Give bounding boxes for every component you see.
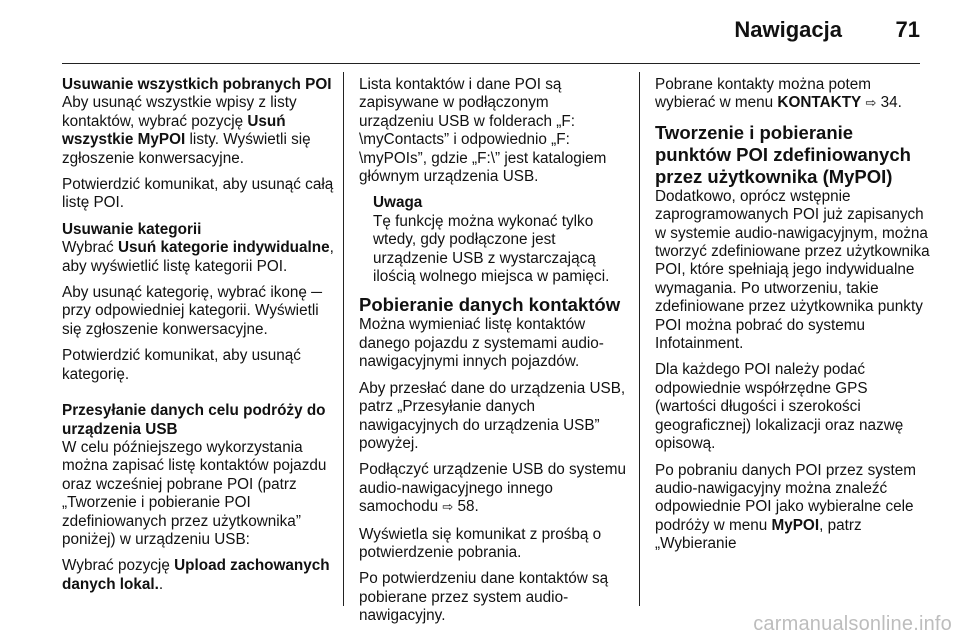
- page-header: [0, 0, 960, 56]
- paragraph: Aby przesłać dane do urządzenia USB, patrz „Przesyłanie danych nawigacyjnych do urządzenia USB” powyżej.: [359, 379, 626, 452]
- text: 34.: [876, 94, 902, 112]
- section-heading-delete-categories: Usuwanie kategorii: [62, 220, 202, 238]
- paragraph: Dodatkowo, oprócz wstępnie zaprogramowanych POI już zapisanych w systemie audio-nawigacyjnym, można tworzyć zdefiniowane przez użytkownika POI, które spełniają jego indywidualne wymagania. Po utworzeniu, takie zdefiniowane przez użytkownika punkty POI można pobrać do systemu Infotainment.: [655, 187, 930, 353]
- page-ref-arrow-icon: ⇨: [865, 96, 877, 112]
- menu-item-ref: MyPOI: [771, 516, 820, 534]
- text: Po pobraniu danych POI przez system audio-nawigacyjny można znaleźć odpowiednie POI jako wybieralne cele podróży w menu: [655, 461, 917, 534]
- text: Podłączyć urządzenie USB do systemu audio-nawigacyjnego innego samochodu: [359, 461, 626, 516]
- section-heading-delete-all-poi: Usuwanie wszystkich pobranych POI: [62, 76, 332, 93]
- column-2: [359, 76, 627, 634]
- page-ref-arrow-icon: ⇨: [442, 500, 454, 516]
- menu-item-ref: Usuń wszystkie MyPOI: [62, 112, 286, 149]
- paragraph: W celu późniejszego wykorzystania można zapisać listę kontaktów pojazdu oraz wcześniej pobrane POI (patrz „Tworzenie i pobieranie POI zdefiniowanych przez użytkownika” poniżej) w urządzeniu USB:: [62, 438, 327, 548]
- paragraph: [62, 239, 334, 276]
- paragraph: [655, 462, 930, 554]
- paragraph: Dla każdego POI należy podać odpowiednie współrzędne GPS (wartości długości i szerokości geograficznej) lokalizacji oraz nazwę opisową.: [655, 361, 904, 453]
- note-heading: Uwaga: [373, 194, 423, 212]
- paragraph: Można wymieniać listę kontaktów danego pojazdu z systemami audio-nawigacyjnymi innych pojazdów.: [359, 316, 604, 371]
- paragraph: [62, 94, 334, 168]
- note-text: Tę funkcję można wykonać tylko wtedy, gdy podłączone jest urządzenie USB z wystarczającą ilością wolnego miejsca w pamięci.: [373, 212, 610, 286]
- page-number: 71: [895, 17, 920, 42]
- text: 58.: [453, 498, 479, 516]
- watermark: carmanualsonline.info: [753, 613, 952, 635]
- text: .: [158, 575, 164, 593]
- paragraph: Aby usunąć kategorię, wybrać ikonę ─ przy odpowiedniej kategorii. Wyświetli się zgłoszenie konwersacyjne.: [62, 284, 322, 338]
- paragraph: [655, 76, 930, 114]
- text: , aby wyświetlić listę kategorii POI.: [62, 239, 334, 275]
- column-1: [62, 76, 334, 602]
- section-heading-create-mypoi: Tworzenie i pobieranie punktów POI zdefiniowanych przez użytkownika (MyPOI): [655, 121, 911, 187]
- spacer: [62, 392, 334, 402]
- paragraph: [359, 461, 627, 517]
- text: Aby usunąć wszystkie wpisy z listy kontaktów, wybrać pozycję: [62, 94, 297, 130]
- paragraph: Lista kontaktów i dane POI są zapisywane w podłączonym urządzeniu USB w folderach „F: \myContacts” i odpowiednio „F: \myPOIs”, gdzie „F:\” jest katalogiem głównym urządzenia USB.: [359, 76, 607, 186]
- text: , patrz „Wybieranie: [655, 516, 862, 553]
- header-divider: [62, 63, 920, 64]
- text: Wybrać pozycję: [62, 557, 175, 575]
- text: listy. Wyświetli się zgłoszenie konwersacyjne.: [62, 131, 311, 167]
- menu-item-ref: Usuń kategorie indywidualne: [117, 239, 330, 257]
- paragraph: Potwierdzić komunikat, aby usunąć całą listę POI.: [62, 176, 334, 212]
- menu-item-ref: Upload zachowanych danych lokal.: [62, 557, 330, 593]
- column-divider-2: [639, 72, 640, 606]
- menu-item-ref: KONTAKTY: [777, 94, 862, 112]
- column-3: [655, 76, 930, 562]
- section-heading-upload-usb: Przesyłanie danych celu podróży do urządzenia USB: [62, 402, 326, 438]
- text: Wybrać: [62, 239, 118, 257]
- paragraph: Potwierdzić komunikat, aby usunąć kategorię.: [62, 347, 301, 383]
- paragraph: Wyświetla się komunikat z prośbą o potwierdzenie pobrania.: [359, 525, 602, 561]
- note-box: [359, 194, 627, 286]
- column-divider-1: [343, 72, 344, 606]
- paragraph: [62, 557, 334, 594]
- section-heading-download-contacts: Pobieranie danych kontaktów: [359, 294, 621, 316]
- paragraph: Po potwierdzeniu dane kontaktów są pobierane przez system audio-nawigacyjny.: [359, 570, 609, 625]
- page-title: Nawigacja: [734, 17, 842, 42]
- text: Pobrane kontakty można potem wybierać w menu: [655, 76, 871, 112]
